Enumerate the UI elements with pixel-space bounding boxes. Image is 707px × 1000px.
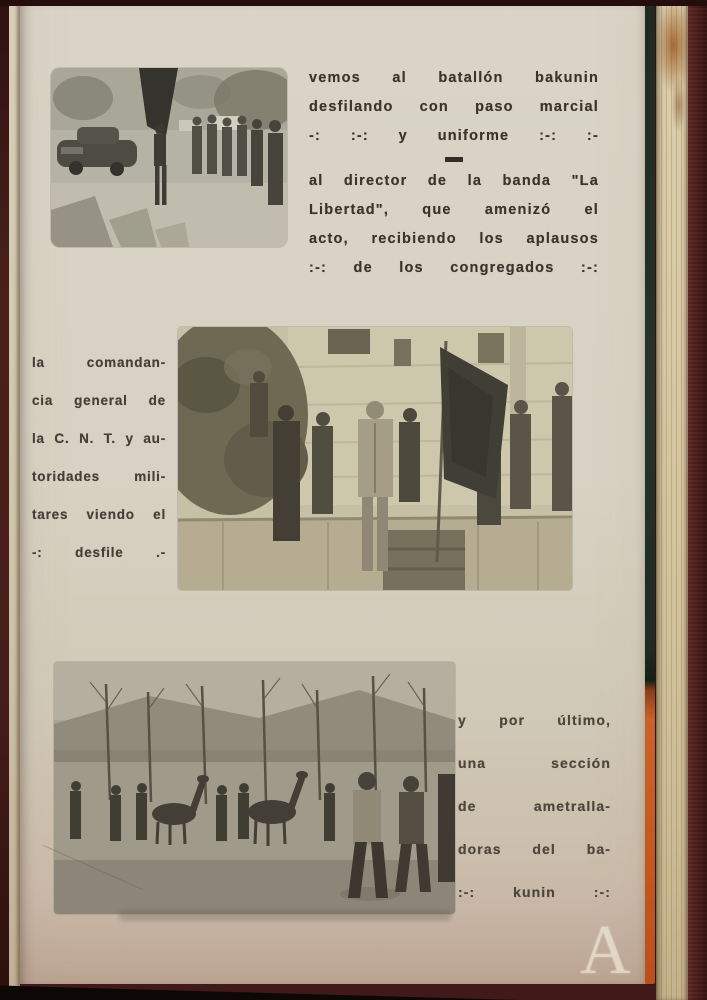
caption-middle [32, 344, 166, 572]
ink-bleedthrough-smudge [119, 910, 451, 921]
section-divider-dash [445, 157, 463, 162]
photo-parade-art [51, 68, 287, 247]
caption-line: toridades mili- [32, 469, 166, 484]
caption-line: la comandan- [32, 355, 166, 370]
facing-page-edge [9, 4, 20, 996]
page-paper [20, 5, 646, 989]
ribbon-bookmark [645, 5, 655, 984]
caption-line: :-: kunin :-: [458, 884, 611, 900]
book-fore-edge [656, 0, 688, 1000]
caption-line: de ametralla- [458, 798, 611, 814]
book-cover-right-edge [688, 0, 707, 1000]
caption-line: :-: de los congregados :-: [309, 260, 599, 276]
photo-parade [51, 68, 287, 247]
watermark-letter: A [580, 912, 631, 989]
caption-bottom [458, 699, 611, 914]
caption-line: acto, recibiendo los aplausos [309, 231, 599, 247]
caption-line: tares viendo el [32, 507, 166, 522]
caption-line: al director de la banda "La [309, 173, 599, 189]
caption-line: Libertad", que amenizó el [309, 202, 599, 218]
caption-line: desfilando con paso marcial [309, 99, 599, 115]
caption-line: doras del ba- [458, 841, 611, 857]
book-cover-left-edge [0, 0, 9, 1000]
caption-line: una sección [458, 755, 611, 771]
photo-ceremony [178, 327, 572, 590]
caption-line: cia general de [32, 393, 166, 408]
caption-line: y por último, [458, 712, 611, 728]
background-shadow [0, 983, 520, 1000]
photo-ceremony-art [178, 327, 572, 590]
caption-line: vemos al batallón bakunin [309, 70, 599, 86]
caption-line: la C. N. T. y au- [32, 431, 166, 446]
book-cover-top-edge [0, 0, 707, 6]
caption-top [309, 64, 599, 283]
caption-line: -: :-: y uniforme :-: :- [309, 128, 599, 144]
caption-line: -: desfile .- [32, 545, 166, 560]
